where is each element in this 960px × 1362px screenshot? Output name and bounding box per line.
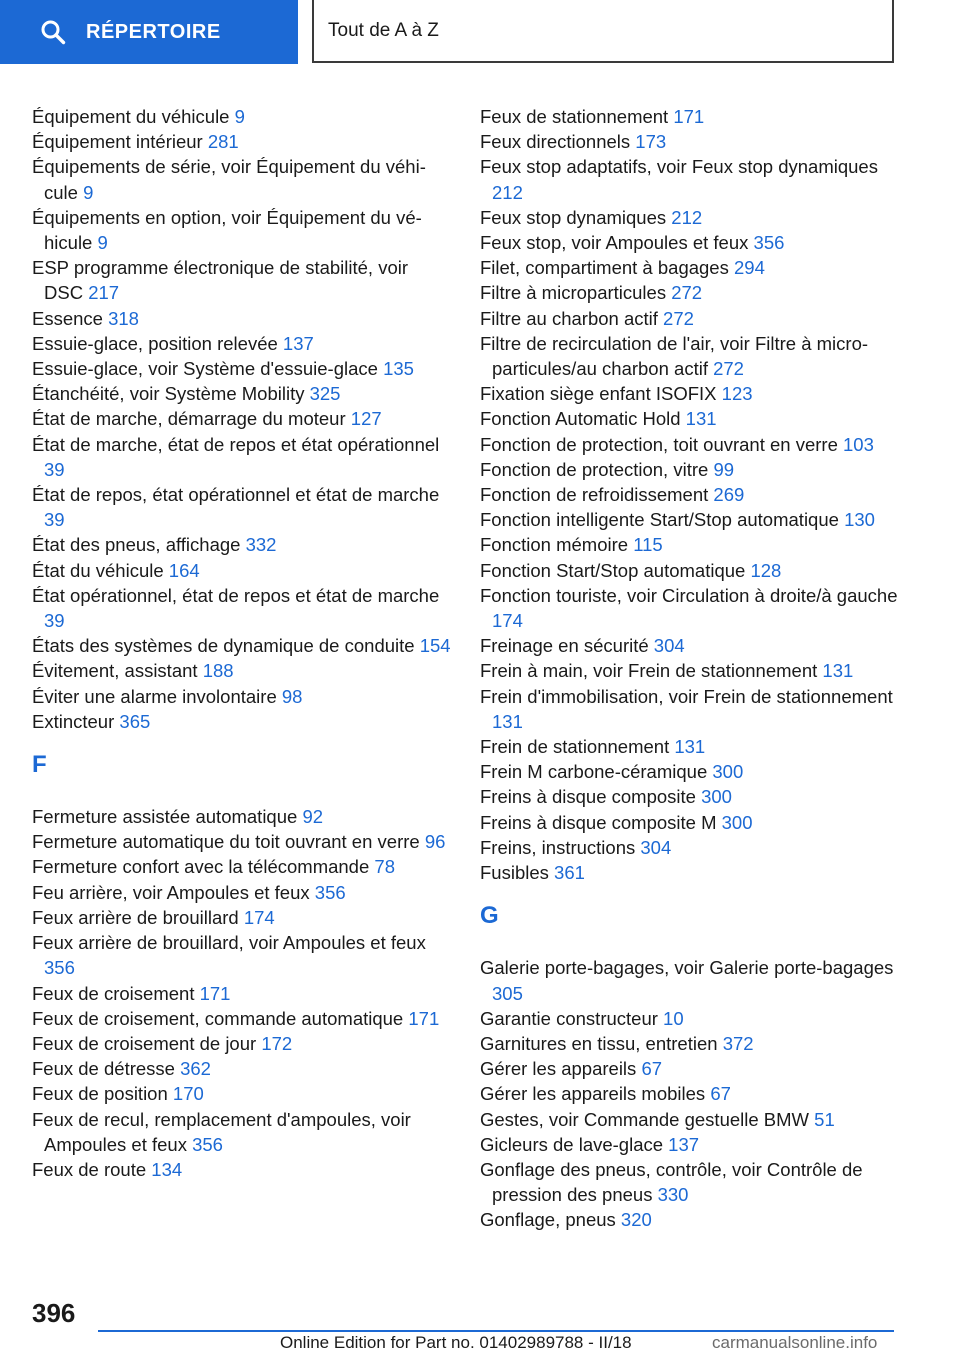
page-link[interactable]: 300: [721, 811, 753, 833]
page-link[interactable]: 137: [282, 332, 314, 354]
entry-text: Fermeture confort avec la télécommande: [32, 856, 370, 878]
entry-text: Gonflage des pneus, contrôle, voir Contrôle de pression des pneus: [480, 1158, 863, 1206]
index-entry: [480, 1157, 900, 1207]
entry-text: Équipements en option, voir Équipement du véhicule: [32, 206, 422, 254]
index-entry: [480, 205, 900, 230]
directory-label: RÉPERTOIRE: [86, 20, 221, 43]
index-entry: [480, 583, 900, 633]
index-entry: [32, 804, 452, 829]
page-link[interactable]: 9: [97, 232, 108, 254]
page-link[interactable]: 123: [721, 383, 753, 405]
index-entry: [480, 104, 900, 129]
entry-text: Feux stop dynamiques: [480, 206, 667, 228]
index-entry: [480, 955, 900, 1005]
index-entry: [32, 356, 452, 381]
page-link[interactable]: 135: [383, 358, 414, 380]
page-link[interactable]: 92: [302, 806, 324, 828]
entry-text: Fusibles: [480, 862, 549, 884]
page-link[interactable]: 67: [641, 1058, 663, 1080]
index-entry: [32, 684, 452, 709]
page-link[interactable]: 305: [492, 982, 523, 1004]
page-link[interactable]: 325: [309, 383, 341, 405]
index-entry: [480, 558, 900, 583]
entry-text: État de marche, démarrage du moteur: [32, 408, 346, 430]
page-link[interactable]: 172: [261, 1032, 293, 1054]
index-entry: [480, 381, 900, 406]
index-entry: [32, 583, 452, 633]
entry-text: Feux stop adaptatifs, voir Feux stop dynamiques: [480, 156, 878, 178]
page-link[interactable]: 164: [168, 559, 200, 581]
page-link[interactable]: 356: [44, 957, 75, 979]
page-link[interactable]: 131: [685, 408, 717, 430]
entry-text: Feux de croisement: [32, 982, 195, 1004]
page-link[interactable]: 294: [734, 257, 765, 279]
entry-text: Gérer les appareils mobiles: [480, 1083, 706, 1105]
index-entry: [480, 482, 900, 507]
index-entry: [32, 658, 452, 683]
index-entry: [32, 905, 452, 930]
index-entry: [32, 1081, 452, 1106]
page-link[interactable]: 362: [180, 1058, 211, 1080]
page-link[interactable]: 217: [88, 282, 120, 304]
index-entry: [480, 1006, 900, 1031]
page-link[interactable]: 212: [671, 206, 703, 228]
index-entry: [480, 860, 900, 885]
page-link[interactable]: 99: [713, 458, 735, 480]
page-link[interactable]: 188: [202, 660, 234, 682]
entry-text: Gérer les appareils: [480, 1058, 637, 1080]
watermark-site: carmanualsonline.info: [712, 1333, 878, 1352]
index-entry: [480, 810, 900, 835]
index-entry: [32, 154, 452, 204]
index-entry: [32, 633, 452, 658]
entry-text: État des pneus, affichage: [32, 534, 241, 556]
page-link[interactable]: 137: [668, 1133, 700, 1155]
entry-text: État de marche, état de repos et état opérationnel: [32, 433, 440, 455]
page-link[interactable]: 365: [119, 710, 151, 732]
index-entry: [480, 154, 900, 204]
entry-text: Feux stop, voir Ampoules et feux: [480, 232, 749, 254]
page-link[interactable]: 39: [44, 458, 65, 480]
entry-text: Galerie porte-bagages, voir Galerie porte-bagages: [480, 957, 894, 979]
breadcrumb: Tout de A à Z: [312, 0, 894, 63]
entry-text: Freinage en sécurité: [480, 635, 649, 657]
entry-text: Garnitures en tissu, entretien: [480, 1032, 718, 1054]
index-entry: [32, 381, 452, 406]
page-link[interactable]: 272: [663, 307, 694, 329]
entry-text: Éviter une alarme involontaire: [32, 685, 277, 707]
page-link[interactable]: 173: [635, 131, 667, 153]
page-link[interactable]: 170: [172, 1083, 204, 1105]
entry-text: Équipement du véhicule: [32, 106, 230, 127]
page-link[interactable]: 103: [843, 433, 874, 455]
page-link[interactable]: 67: [710, 1083, 731, 1105]
entry-text: Étanchéité, voir Système Mobility: [32, 383, 305, 405]
index-entry: [32, 1031, 452, 1056]
page-link[interactable]: 171: [408, 1007, 440, 1029]
entry-text: Garantie constructeur: [480, 1007, 658, 1029]
entry-text: Freins à disque composite: [480, 786, 696, 808]
entry-text: Freins à disque composite M: [480, 811, 717, 833]
page-link[interactable]: 127: [350, 408, 382, 430]
top-bar: [0, 0, 960, 66]
entry-text: Essuie-glace, voir Système d'essuie-glace: [32, 358, 378, 380]
entry-text: Fonction de refroidissement: [480, 484, 709, 506]
entry-text: Fonction de protection, vitre: [480, 458, 709, 480]
page-link[interactable]: 332: [245, 534, 277, 556]
page-link[interactable]: 269: [713, 484, 745, 506]
page-link[interactable]: 98: [281, 685, 303, 707]
entry-text: Fonction Automatic Hold: [480, 408, 681, 430]
index-entry: [32, 1006, 452, 1031]
index-entry: [480, 734, 900, 759]
entry-text: Frein M carbone-céramique: [480, 761, 708, 783]
page-link[interactable]: 281: [207, 131, 239, 153]
index-entry: [480, 1056, 900, 1081]
index-entry: [480, 835, 900, 860]
index-entry: [32, 432, 452, 482]
page-link[interactable]: 372: [722, 1032, 754, 1054]
page-link[interactable]: 174: [492, 610, 523, 632]
entry-text: Équipements de série, voir Équipement du véhicule: [32, 156, 426, 203]
page-link[interactable]: 356: [753, 232, 785, 254]
index-entry: [32, 930, 452, 980]
entry-text: Gestes, voir Commande gestuelle BMW: [480, 1108, 810, 1130]
page-link[interactable]: 9: [83, 181, 94, 203]
entry-text: Équipement intérieur: [32, 131, 203, 153]
entry-text: Frein à main, voir Frein de stationnement: [480, 660, 818, 682]
page-link[interactable]: 131: [674, 736, 706, 758]
index-entry: [32, 482, 452, 532]
index-entry: [480, 306, 900, 331]
directory-button[interactable]: [0, 0, 298, 64]
page-link[interactable]: 300: [712, 761, 744, 783]
entry-text: État de repos, état opérationnel et état de marche: [32, 484, 440, 506]
page-link[interactable]: 304: [653, 635, 685, 657]
entry-text: Feux de détresse: [32, 1058, 175, 1080]
page-link[interactable]: 39: [44, 509, 65, 531]
page-number: 396: [32, 1298, 76, 1328]
page-link[interactable]: 51: [814, 1108, 835, 1130]
page-link[interactable]: 320: [620, 1209, 652, 1231]
entry-text: Feux de position: [32, 1083, 168, 1105]
entry-text: Feux de recul, remplacement d'ampoules, voir Ampoules et feux: [32, 1108, 411, 1155]
entry-text: État du véhicule: [32, 559, 164, 581]
edition-text: Online Edition for Part no. 01402989788 - II/18: [280, 1333, 632, 1352]
index-entry: [32, 1056, 452, 1081]
entry-text: Feux directionnels: [480, 131, 631, 153]
entry-text: ESP programme électronique de stabilité, voir DSC: [32, 257, 409, 304]
page-link[interactable]: 78: [374, 856, 395, 878]
index-entry: [480, 1207, 900, 1232]
page-link[interactable]: 300: [701, 786, 732, 808]
index-entry: [480, 759, 900, 784]
index-entry: [32, 1157, 452, 1182]
entry-text: Gicleurs de lave-glace: [480, 1133, 664, 1155]
entry-text: Fermeture automatique du toit ouvrant en verre: [32, 831, 420, 853]
index-entry: [32, 129, 452, 154]
entry-text: Feu arrière, voir Ampoules et feux: [32, 881, 310, 903]
search-icon: [40, 19, 66, 45]
entry-text: Feux arrière de brouillard: [32, 906, 239, 928]
entry-text: Feux arrière de brouillard, voir Ampoules et feux: [32, 932, 426, 954]
index-column-left: [32, 104, 452, 1182]
entry-text: Feux de croisement, commande automatique: [32, 1007, 404, 1029]
page-link[interactable]: 330: [657, 1184, 689, 1206]
index-entry: [480, 1031, 900, 1056]
entry-text: Fonction intelligente Start/Stop automatique: [480, 509, 839, 531]
page-link[interactable]: 174: [243, 906, 275, 928]
index-entry: [480, 129, 900, 154]
index-entry: [32, 981, 452, 1006]
page-link[interactable]: 356: [314, 881, 346, 903]
index-entry: [32, 205, 452, 255]
entry-text: Fermeture assistée automatique: [32, 806, 298, 828]
page-link[interactable]: 318: [108, 307, 139, 329]
page-link[interactable]: 96: [424, 831, 446, 853]
index-entry: [32, 406, 452, 431]
entry-text: Fixation siège enfant ISOFIX: [480, 383, 717, 405]
entry-text: Gonflage, pneus: [480, 1209, 616, 1231]
index-entry: [480, 784, 900, 809]
page-link[interactable]: 134: [151, 1158, 183, 1180]
entry-text: Filtre à microparticules: [480, 282, 667, 304]
index-entry: [32, 829, 452, 854]
page-link[interactable]: 9: [234, 106, 245, 127]
index-entry: [32, 255, 452, 305]
page-link[interactable]: 356: [192, 1133, 223, 1155]
index-entry: [32, 709, 452, 734]
section-letter: G: [480, 902, 499, 930]
entry-text: Filet, compartiment à bagages: [480, 257, 729, 279]
entry-text: Filtre de recirculation de l'air, voir Filtre à microparticules/au charbon actif: [480, 332, 869, 380]
page-link[interactable]: 171: [199, 982, 231, 1004]
index-entry: [32, 1107, 452, 1157]
index-entry: [480, 230, 900, 255]
index-entry: [480, 406, 900, 431]
page-link[interactable]: 272: [713, 358, 744, 380]
index-entry: [32, 880, 452, 905]
entry-text: Évitement, assistant: [32, 660, 198, 682]
page-link[interactable]: 115: [633, 534, 663, 556]
index-entry: [480, 255, 900, 280]
entry-text: Feux de route: [32, 1158, 147, 1180]
index-column-right: [480, 104, 900, 1233]
footer-divider: [98, 1330, 894, 1332]
page-link[interactable]: 10: [663, 1007, 684, 1029]
index-entry: [480, 532, 900, 557]
entry-text: Frein de stationnement: [480, 736, 670, 758]
index-entry: [480, 280, 900, 305]
entry-text: Filtre au charbon actif: [480, 307, 658, 329]
page-link[interactable]: 39: [44, 610, 65, 632]
index-entry: [32, 306, 452, 331]
page-link[interactable]: 212: [492, 181, 523, 203]
index-entry: [480, 331, 900, 381]
index-entry: [480, 658, 900, 683]
page-link[interactable]: 171: [673, 106, 705, 127]
index-entry: [480, 1107, 900, 1132]
index-entry: [32, 331, 452, 356]
page-link[interactable]: 361: [554, 862, 585, 884]
index-entry: [480, 432, 900, 457]
entry-text: État opérationnel, état de repos et état de marche: [32, 584, 440, 606]
page-link[interactable]: 128: [750, 559, 782, 581]
index-entry: [32, 854, 452, 879]
entry-text: Feux de croisement de jour: [32, 1032, 257, 1054]
page-link[interactable]: 272: [671, 282, 703, 304]
entry-text: Fonction de protection, toit ouvrant en verre: [480, 433, 838, 455]
entry-text: États des systèmes de dynamique de conduite: [32, 635, 415, 657]
index-entry: [480, 684, 900, 734]
entry-text: Essence: [32, 307, 103, 329]
index-entry: [32, 104, 452, 129]
index-entry: [480, 1132, 900, 1157]
section-letter: F: [32, 751, 47, 779]
index-entry: [32, 558, 452, 583]
index-entry: [480, 633, 900, 658]
page-link[interactable]: 304: [640, 836, 672, 858]
index-entry: [480, 1081, 900, 1106]
page-link[interactable]: 130: [844, 509, 875, 531]
entry-text: Freins, instructions: [480, 836, 636, 858]
entry-text: Frein d'immobilisation, voir Frein de stationnement: [480, 685, 893, 707]
entry-text: Fonction touriste, voir Circulation à droite/à gauche: [480, 584, 898, 606]
entry-text: Feux de stationnement: [480, 106, 669, 127]
index-entry: [480, 457, 900, 482]
page-link[interactable]: 154: [419, 635, 451, 657]
entry-text: Fonction mémoire: [480, 534, 629, 556]
index-entry: [480, 507, 900, 532]
entry-text: Essuie-glace, position relevée: [32, 332, 278, 354]
page-link[interactable]: 131: [822, 660, 854, 682]
entry-text: Fonction Start/Stop automatique: [480, 559, 746, 581]
index-entry: [32, 532, 452, 557]
page-link[interactable]: 131: [492, 710, 523, 732]
entry-text: Extincteur: [32, 710, 115, 732]
